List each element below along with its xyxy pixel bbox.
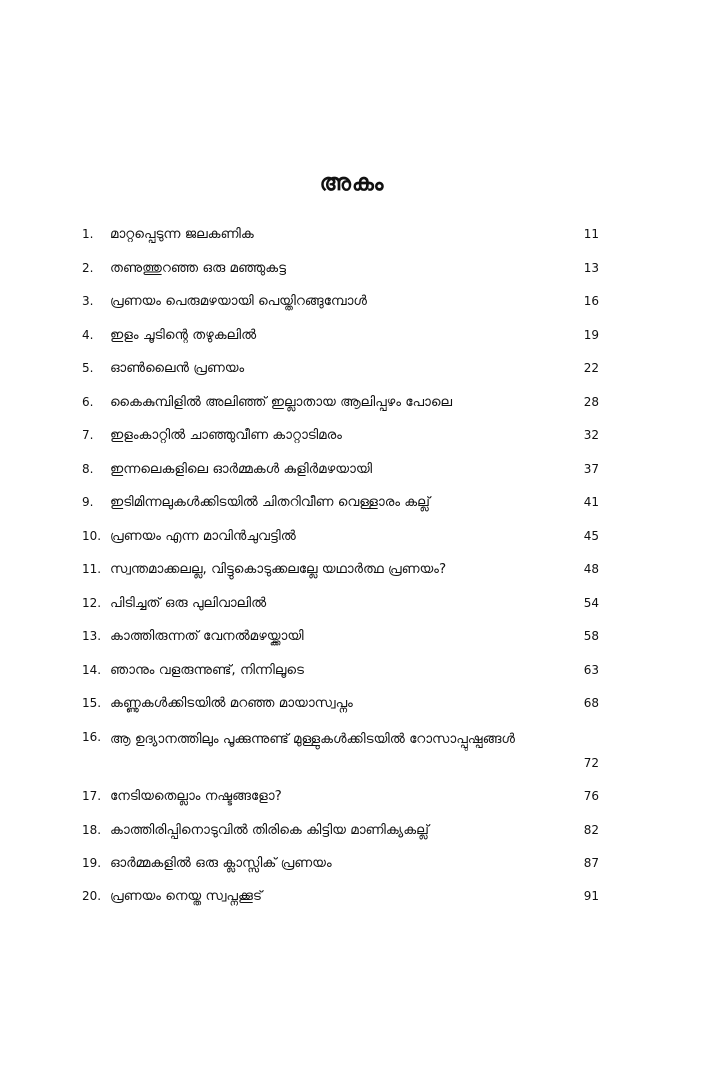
- entry-page-number: 13: [583, 261, 599, 275]
- entry-title: കാത്തിരുന്നത് വേനൽമഴയ്ക്കായി: [110, 628, 304, 644]
- entry-number: 16.: [82, 730, 102, 744]
- entry-title: ഓൺലൈൻ പ്രണയം: [110, 360, 245, 376]
- entry-number: 15.: [82, 696, 102, 710]
- entry-title: പ്രണയം നെയ്ത സ്വപ്നക്കൂട്: [110, 888, 263, 904]
- entry-page-number: 11: [583, 227, 599, 241]
- entry-number: 2.: [82, 261, 94, 275]
- entry-number: 3.: [82, 294, 94, 308]
- entry-title: പ്രണയം പെരുമഴയായി പെയ്തിറങ്ങുമ്പോൾ: [110, 293, 367, 309]
- entry-number: 14.: [82, 663, 102, 677]
- entry-page-number: 22: [583, 361, 599, 375]
- entry-page-number: 82: [583, 823, 599, 837]
- entry-page-number: 54: [583, 596, 599, 610]
- entry-title: കാത്തിരിപ്പിനൊടുവിൽ തിരികെ കിട്ടിയ മാണിക്യകല്ല്: [110, 822, 429, 838]
- entry-page-number: 58: [583, 629, 599, 643]
- entry-page-number: 37: [583, 462, 599, 476]
- entry-page-number: 76: [583, 789, 599, 803]
- entry-page-number: 48: [583, 562, 599, 576]
- entry-number: 18.: [82, 823, 102, 837]
- entry-page-number: 28: [583, 395, 599, 409]
- page-title: അകം: [319, 170, 385, 196]
- entry-number: 12.: [82, 596, 102, 610]
- entry-page-number: 32: [583, 428, 599, 442]
- entry-number: 9.: [82, 495, 94, 509]
- entry-number: 20.: [82, 889, 102, 903]
- entry-number: 7.: [82, 428, 94, 442]
- entry-title: ഞാനും വളരുന്നുണ്ട്, നിന്നിലൂടെ: [110, 662, 304, 678]
- entry-number: 19.: [82, 856, 102, 870]
- entry-page-number: 41: [583, 495, 599, 509]
- entry-page-number: 87: [583, 856, 599, 870]
- entry-title: ഇളംകാറ്റിൽ ചാഞ്ഞുവീണ കാറ്റാടിമരം: [110, 427, 342, 443]
- entry-title: തണുത്തുറഞ്ഞ ഒരു മഞ്ഞുകട്ട: [110, 260, 287, 276]
- entry-title: മാറ്റപ്പെടുന്ന ജലകണിക: [110, 226, 254, 242]
- toc-entry-16: [82, 727, 602, 773]
- entry-number: 5.: [82, 361, 94, 375]
- entry-page-number: 63: [583, 663, 599, 677]
- entry-number: 4.: [82, 328, 94, 342]
- entry-number: 8.: [82, 462, 94, 476]
- entry-title: സ്വന്തമാക്കലല്ല, വിട്ടുകൊടുക്കലല്ലേ യഥാർത്ഥ പ്രണയം?: [110, 561, 447, 577]
- entry-number: 6.: [82, 395, 94, 409]
- entry-title: പിടിച്ചത് ഒരു പുലിവാലിൽ: [110, 595, 267, 611]
- entry-title: ഇന്നലെകളിലെ ഓർമ്മകൾ കുളിർമഴയായി: [110, 461, 373, 477]
- entry-page-number: 91: [583, 889, 599, 903]
- entry-page-number: 16: [583, 294, 599, 308]
- entry-number: 10.: [82, 529, 102, 543]
- entry-page-number: 19: [583, 328, 599, 342]
- entry-title: കണ്ണുകൾക്കിടയിൽ മറഞ്ഞ മായാസ്വപ്നം: [110, 695, 353, 711]
- entry-title: കൈകുമ്പിളിൽ അലിഞ്ഞ് ഇല്ലാതായ ആലിപ്പഴം പോലെ: [110, 394, 453, 410]
- entry-title: ആ ഉദ്യാനത്തിലും പൂക്കുന്നുണ്ട് മുള്ളുകൾക്കിടയിൽ റോസാപ്പുഷ്പങ്ങൾ: [110, 731, 515, 747]
- entry-number: 11.: [82, 562, 102, 576]
- entry-page-number: 68: [583, 696, 599, 710]
- entry-title: ഓർമ്മകളിൽ ഒരു ക്ലാസ്സിക് പ്രണയം: [110, 855, 332, 871]
- entry-page-number: 72: [583, 756, 599, 770]
- entry-title: ഇളം ചൂടിന്റെ തഴുകലിൽ: [110, 327, 257, 343]
- entry-page-number: 45: [583, 529, 599, 543]
- entry-number: 1.: [82, 227, 94, 241]
- entry-title: ഇടിമിന്നലുകൾക്കിടയിൽ ചിതറിവീണ വെള്ളാരം കല്ല്: [110, 494, 430, 510]
- entry-title: നേടിയതെല്ലാം നഷ്ടങ്ങളോ?: [110, 788, 282, 804]
- entry-title: പ്രണയം എന്ന മാവിൻചുവട്ടിൽ: [110, 528, 296, 544]
- entry-number: 13.: [82, 629, 102, 643]
- entry-number: 17.: [82, 789, 102, 803]
